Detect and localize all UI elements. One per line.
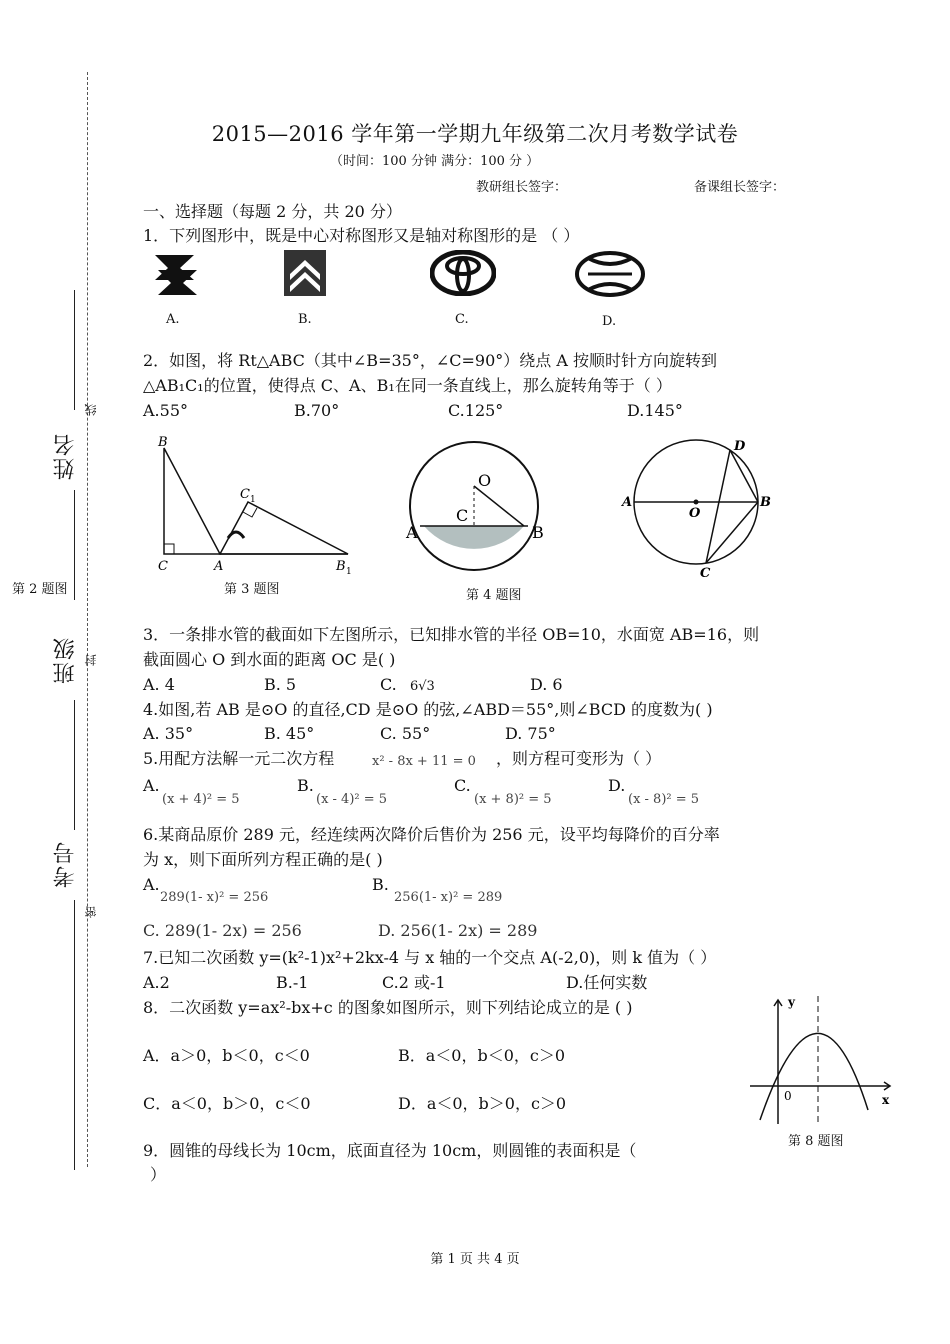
margin-secret-mark: 密 (84, 906, 98, 918)
q5-option-b-math: (x - 4)² = 5 (316, 792, 388, 807)
q3-option-c: C. (380, 675, 397, 694)
q5-option-d-math: (x - 8)² = 5 (628, 792, 700, 807)
name-fill-line (74, 290, 75, 410)
q8-option-a: A．a＞0，b＜0，c＜0 (143, 1046, 310, 1065)
question-2-line2: △AB₁C₁的位置，使得点 C、A、B₁在同一条直线上，那么旋转角等于（ ） (143, 376, 672, 395)
q3-option-a: A. 4 (143, 675, 175, 694)
q1-option-a-label: A. (166, 312, 180, 327)
figure-8-caption: 第 8 题图 (788, 1134, 844, 1149)
fig2-label-b: B (158, 435, 168, 450)
q4-option-c: C. 55° (380, 724, 431, 743)
q6-option-d: D. 256(1- 2x) = 289 (378, 921, 538, 940)
q7-option-c: C.2 或-1 (382, 973, 446, 992)
question-2-line1: 2．如图，将 Rt△ABC（其中∠B=35°，∠C=90°）绕点 A 按顺时针方向旋转到 (143, 351, 717, 370)
suzuki-logo-icon (150, 250, 202, 300)
research-leader-signature: 教研组长签字： (476, 180, 568, 195)
q5-option-b-label: B. (297, 776, 314, 795)
q4-option-a: A. 35° (143, 724, 194, 743)
figure-2-caption: 第 2 题图 (12, 582, 68, 597)
question-5-text: 5.用配方法解一元二次方程 (143, 749, 335, 768)
margin-line-mark: 线 (84, 404, 98, 416)
fig2-label-a: A (214, 559, 224, 574)
q1-option-b-label: B. (298, 312, 312, 327)
fig2-label-c: C (158, 559, 168, 574)
fig3-label-o: O (478, 471, 492, 490)
toyota-logo-icon (430, 250, 496, 296)
question-8: 8．二次函数 y=ax²-bx+c 的图象如图所示，则下列结论成立的是 ( ) (143, 998, 633, 1017)
q6-option-a-math: 289(1- x)² = 256 (160, 890, 269, 905)
q8-option-d: D．a＜0，b＞0，c＞0 (398, 1094, 567, 1113)
question-6-line2: 为 x，则下面所列方程正确的是( ) (143, 850, 383, 869)
fig2-label-c1: C (240, 487, 250, 502)
q8-option-b: B．a＜0，b＜0，c＞0 (398, 1046, 566, 1065)
q3-option-c-math: 6√3 (410, 679, 435, 694)
section-heading: 一、选择题（每题 2 分，共 20 分） (143, 202, 402, 221)
q2-option-d: D.145° (627, 401, 683, 420)
q6-option-c: C. 289(1- 2x) = 256 (143, 921, 302, 940)
q6-option-b-math: 256(1- x)² = 289 (394, 890, 503, 905)
q5-option-a-math: (x + 4)² = 5 (162, 792, 240, 807)
class-fill-line (74, 700, 75, 830)
q2-option-b: B.70° (294, 401, 340, 420)
fig2-label-b1-sub: 1 (346, 567, 352, 577)
margin-name-label: 姓名 (53, 432, 78, 480)
q8-option-c: C．a＜0，b＞0，c＜0 (143, 1094, 311, 1113)
q7-option-b: B.-1 (276, 973, 309, 992)
margin-exam-no-label: 考号 (53, 840, 78, 888)
question-4: 4.如图,若 AB 是⊙O 的直径,CD 是⊙O 的弦,∠ABD＝55°,则∠BCD 的度数为( ) (143, 700, 713, 719)
fig2-label-b1: B (336, 559, 346, 574)
q7-option-d: D.任何实数 (566, 973, 648, 992)
question-7: 7.已知二次函数 y=(k²-1)x²+2kx-4 与 x 轴的一个交点 A(-2,0)，则 k 值为（ ） (143, 948, 717, 967)
q2-option-a: A.55° (143, 401, 188, 420)
exam-title: 2015—2016 学年第一学期九年级第二次月考数学试卷 (211, 122, 739, 146)
fig3-label-c: C (456, 506, 469, 525)
q5-option-a-label: A. (143, 776, 160, 795)
fig2-label-c1-sub: 1 (250, 495, 256, 505)
figure-3-pipe-section (400, 424, 560, 584)
question-3-line2: 截面圆心 O 到水面的距离 OC 是( ) (143, 650, 396, 669)
citroen-logo-icon (284, 250, 326, 296)
name-fill-line-lower (74, 490, 75, 600)
q7-option-a: A.2 (143, 973, 170, 992)
margin-seal-mark: 封 (84, 654, 98, 666)
binding-dashed-line (87, 72, 88, 1167)
q5-option-c-math: (x + 8)² = 5 (474, 792, 552, 807)
q5-equation: x² - 8x + 11 = 0 (372, 754, 476, 769)
q6-option-b-label: B. (372, 875, 389, 894)
fig4-label-a: A (622, 495, 633, 510)
page-footer: 第 1 页 共 4 页 (430, 1252, 520, 1267)
exam-subtitle: （时间：100 分钟 满分：100 分 ） (330, 154, 540, 169)
fig4-label-b: B (760, 495, 771, 510)
question-6-line1: 6.某商品原价 289 元，经连续两次降价后售价为 256 元，设平均每降价的百分率 (143, 825, 720, 844)
fig4-label-o: O (689, 506, 701, 521)
question-5-text-end: ，则方程可变形为（ ） (496, 749, 662, 768)
prep-leader-signature: 备课组长签字： (694, 180, 786, 195)
fig3-label-a: A (406, 523, 418, 542)
q6-option-a-label: A. (143, 875, 160, 894)
question-9-line1: 9．圆锥的母线长为 10cm，底面直径为 10cm，则圆锥的表面积是（ (143, 1141, 637, 1160)
q3-option-b: B. 5 (264, 675, 297, 694)
q3-option-d: D. 6 (530, 675, 563, 694)
q4-option-b: B. 45° (264, 724, 315, 743)
question-1: 1．下列图形中，既是中心对称图形又是轴对称图形的是 （ ） (143, 226, 580, 245)
q5-option-c-label: C. (454, 776, 471, 795)
fig4-label-c: C (700, 566, 711, 581)
figure-3-caption: 第 3 题图 (224, 582, 280, 597)
fig8-label-origin: 0 (784, 1089, 792, 1103)
fig3-label-b: B (532, 523, 544, 542)
q4-option-d: D. 75° (505, 724, 556, 743)
figure-4-caption: 第 4 题图 (466, 588, 522, 603)
fig4-label-d: D (734, 439, 746, 454)
fig8-label-x: x (882, 1093, 890, 1107)
question-3-line1: 3．一条排水管的截面如下左图所示，已知排水管的半径 OB=10，水面宽 AB=16，则 (143, 625, 760, 644)
q1-option-c-label: C. (455, 312, 469, 327)
margin-class-label: 班级 (53, 636, 78, 684)
q2-option-c: C.125° (448, 401, 504, 420)
fig8-label-y: y (788, 995, 795, 1009)
figure-4-circle (614, 434, 774, 584)
hino-logo-icon (574, 250, 646, 298)
exam-no-fill-line (74, 900, 75, 1170)
q5-option-d-label: D. (608, 776, 626, 795)
figure-8-parabola (744, 992, 904, 1132)
q1-option-d-label: D. (602, 314, 617, 329)
figure-2-triangle-rotation (150, 430, 370, 580)
question-9-line2: ） (150, 1165, 167, 1184)
